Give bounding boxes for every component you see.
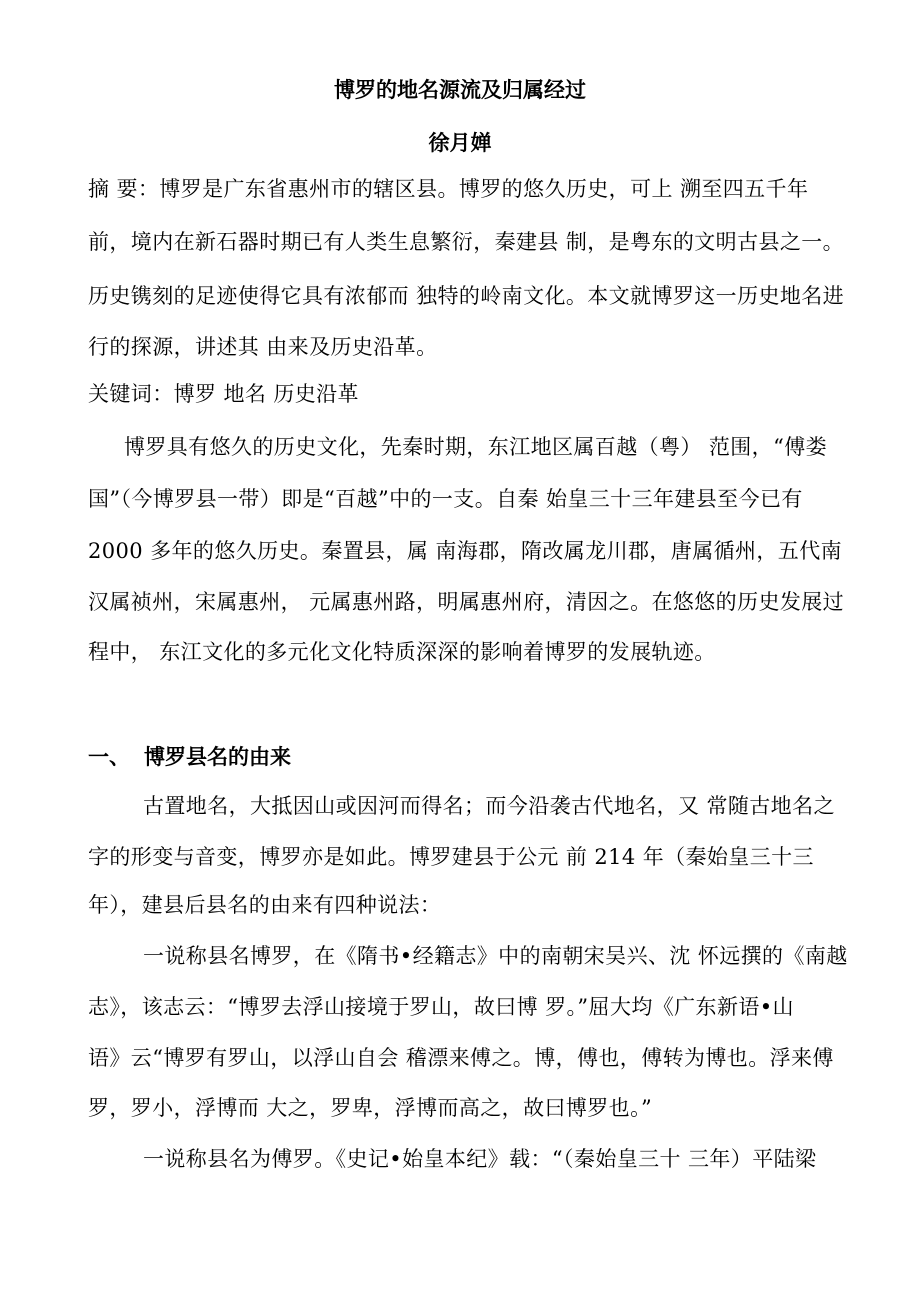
paragraph-line: 语》云“博罗有罗山，以浮山自会 稽漂来傅之。博，傅也，傅转为博也。浮来傅 (88, 1046, 834, 1070)
abstract-line: 摘 要：博罗是广东省惠州市的辖区县。博罗的悠久历史，可上 溯至四五千年 (88, 177, 809, 201)
paragraph-line: 2000 多年的悠久历史。秦置县，属 南海郡，隋改属龙川郡，唐属循州，五代南 (88, 539, 842, 563)
abstract-line: 行的探源，讲述其 由来及历史沿革。 (88, 335, 438, 359)
paragraph-line: 一说称县名为傅罗。《史记•始皇本纪》载：“（秦始皇三十 三年）平陆梁 (143, 1147, 817, 1171)
document-title: 博罗的地名源流及归属经过 (334, 78, 586, 102)
keywords-line: 关键词：博罗 地名 历史沿革 (88, 382, 359, 406)
paragraph-line: 字的形变与音变，博罗亦是如此。博罗建县于公元 前 214 年（秦始皇三十三 (88, 845, 814, 869)
paragraph-line: 国”（今博罗县一带）即是“百越”中的一支。自秦 始皇三十三年建县至今已有 (88, 487, 803, 511)
paragraph-line: 博罗具有悠久的历史文化，先秦时期，东江地区属百越（粤） 范围，“傅娄 (124, 435, 828, 459)
abstract-line: 历史镌刻的足迹使得它具有浓郁而 独特的岭南文化。本文就博罗这一历史地名进 (88, 284, 845, 308)
paragraph-line: 年），建县后县名的由来有四种说法： (88, 893, 442, 917)
author-name: 徐月婵 (428, 131, 492, 155)
paragraph-line: 罗，罗小，浮博而 大之，罗卑，浮博而高之，故曰博罗也。” (88, 1096, 653, 1120)
section-title: 博罗县名的由来 (144, 745, 291, 769)
paragraph-line: 一说称县名博罗，在《隋书•经籍志》中的南朝宋吴兴、沈 怀远撰的《南越 (143, 944, 848, 968)
paragraph-line: 志》，该志云：“博罗去浮山接境于罗山，故曰博 罗。”屈大均《广东新语•山 (88, 995, 794, 1019)
paragraph-line: 程中， 东江文化的多元化文化特质深深的影响着博罗的发展轨迹。 (88, 640, 716, 664)
paragraph-line: 汉属祯州，宋属惠州， 元属惠州路，明属惠州府，清因之。在悠悠的历史发展过 (88, 590, 845, 614)
paragraph-line: 古置地名，大抵因山或因河而得名；而今沿袭古代地名，又 常随古地名之 (143, 794, 835, 818)
abstract-line: 前，境内在新石器时期已有人类生息繁衍，秦建县 制，是粤东的文明古县之一。 (88, 230, 845, 254)
section-number: 一、 (88, 745, 130, 769)
